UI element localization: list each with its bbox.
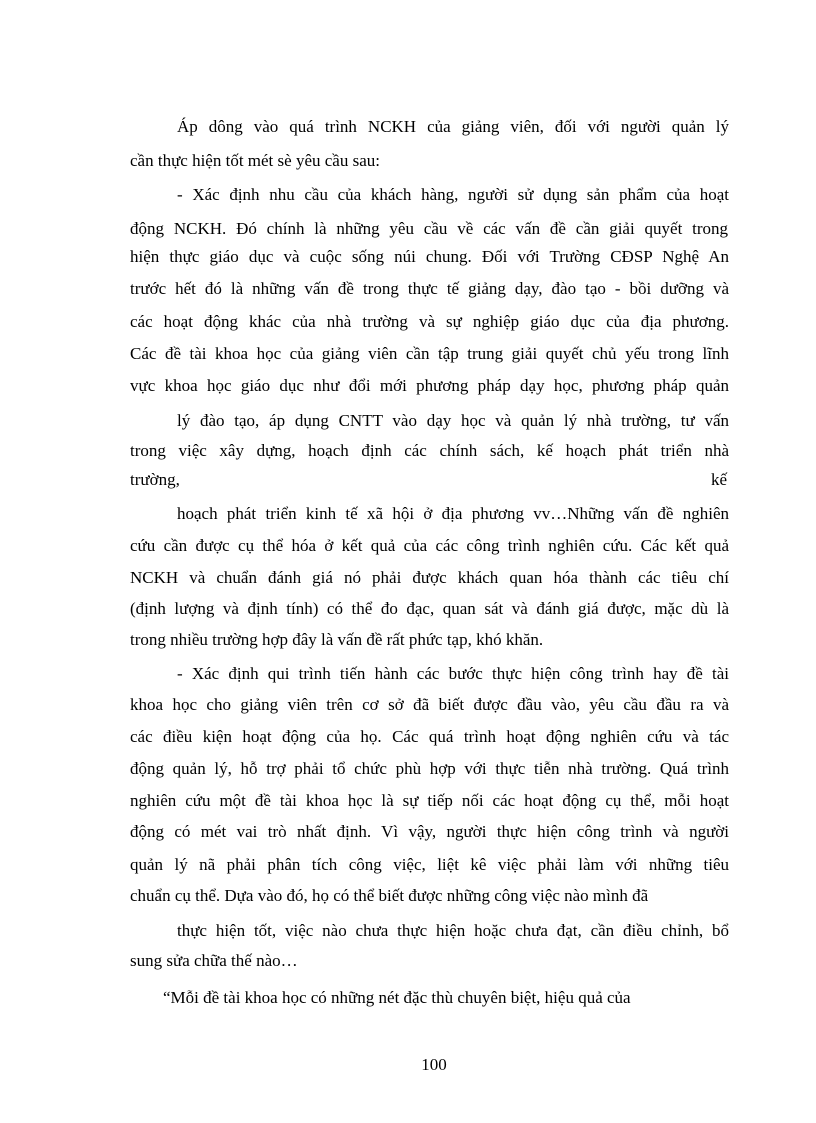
- body-line-14: cứu cần được cụ thể hóa ở kết quả của các công trình nghiên cứu. Các kết quả: [130, 536, 729, 555]
- body-line-5: hiện thực giáo dục và cuộc sống núi chung. Đối với Trường CĐSP Nghệ An: [130, 247, 729, 266]
- body-line-10: lý đào tạo, áp dụng CNTT vào dạy học và quản lý nhà trường, tư vấn: [177, 411, 729, 430]
- body-line-2: cần thực hiện tốt mét sè yêu cầu sau:: [130, 151, 380, 170]
- body-line-6: trước hết đó là những vấn đề trong thực tế giảng dạy, đào tạo - bồi dưỡng và: [130, 279, 729, 298]
- body-line-20: các điều kiện hoạt động của họ. Các quá trình hoạt động nghiên cứu và tác: [130, 727, 729, 746]
- body-line-3: - Xác định nhu cầu của khách hàng, người sử dụng sản phẩm của hoạt: [177, 185, 729, 204]
- body-line-16: (định lượng và định tính) có thể đo đạc, quan sát và đánh giá được, mặc dù là: [130, 599, 729, 618]
- body-line-27: sung sửa chữa thế nào…: [130, 951, 298, 970]
- body-line-21: động quản lý, hỗ trợ phải tổ chức phù hợp với thực tiễn nhà trường. Quá trình: [130, 759, 729, 778]
- body-line-12a: trường,: [130, 470, 180, 489]
- body-line-24: quản lý nã phải phân tích công việc, liệt kê việc phải làm với những tiêu: [130, 855, 729, 874]
- page-number: 100: [421, 1055, 447, 1074]
- body-line-15: NCKH và chuẩn đánh giá nó phải được khách quan hóa thành các tiêu chí: [130, 568, 729, 587]
- body-line-1: Áp dông vào quá trình NCKH của giảng viên, đối với người quản lý: [177, 117, 729, 136]
- body-line-8: Các đề tài khoa học của giảng viên cần tập trung giải quyết chủ yếu trong lĩnh: [130, 344, 729, 363]
- body-line-19: khoa học cho giảng viên trên cơ sở đã biết được đầu vào, yêu cầu đầu ra và: [130, 695, 729, 714]
- body-line-4: động NCKH. Đó chính là những yêu cầu về các vấn đề cần giải quyết trong: [130, 219, 728, 238]
- body-line-26: thực hiện tốt, việc nào chưa thực hiện hoặc chưa đạt, cần điều chỉnh, bổ: [177, 921, 729, 940]
- body-line-23: động có mét vai trò nhất định. Vì vậy, người thực hiện công trình và người: [130, 822, 729, 841]
- body-line-12b: kế: [711, 470, 728, 489]
- body-line-7: các hoạt động khác của nhà trường và sự nghiệp giáo dục của địa phương.: [130, 312, 729, 331]
- body-line-13: hoạch phát triển kinh tế xã hội ở địa phương vv…Những vấn đề nghiên: [177, 504, 729, 523]
- body-line-25: chuẩn cụ thể. Dựa vào đó, họ có thể biết được những công việc nào mình đã: [130, 886, 649, 905]
- body-line-11: trong việc xây dựng, hoạch định các chính sách, kế hoạch phát triển nhà: [130, 441, 729, 460]
- body-line-28: “Mỗi đề tài khoa học có những nét đặc thù chuyên biệt, hiệu quả của: [163, 988, 631, 1007]
- body-line-9: vực khoa học giáo dục như đổi mới phương pháp dạy học, phương pháp quản: [130, 376, 729, 395]
- body-line-18: - Xác định qui trình tiến hành các bước thực hiện công trình hay đề tài: [177, 664, 729, 683]
- body-line-17: trong nhiều trường hợp đây là vấn đề rất phức tạp, khó khăn.: [130, 630, 544, 649]
- body-line-22: nghiên cứu một đề tài khoa học là sự tiếp nối các hoạt động cụ thể, mỗi hoạt: [130, 791, 729, 810]
